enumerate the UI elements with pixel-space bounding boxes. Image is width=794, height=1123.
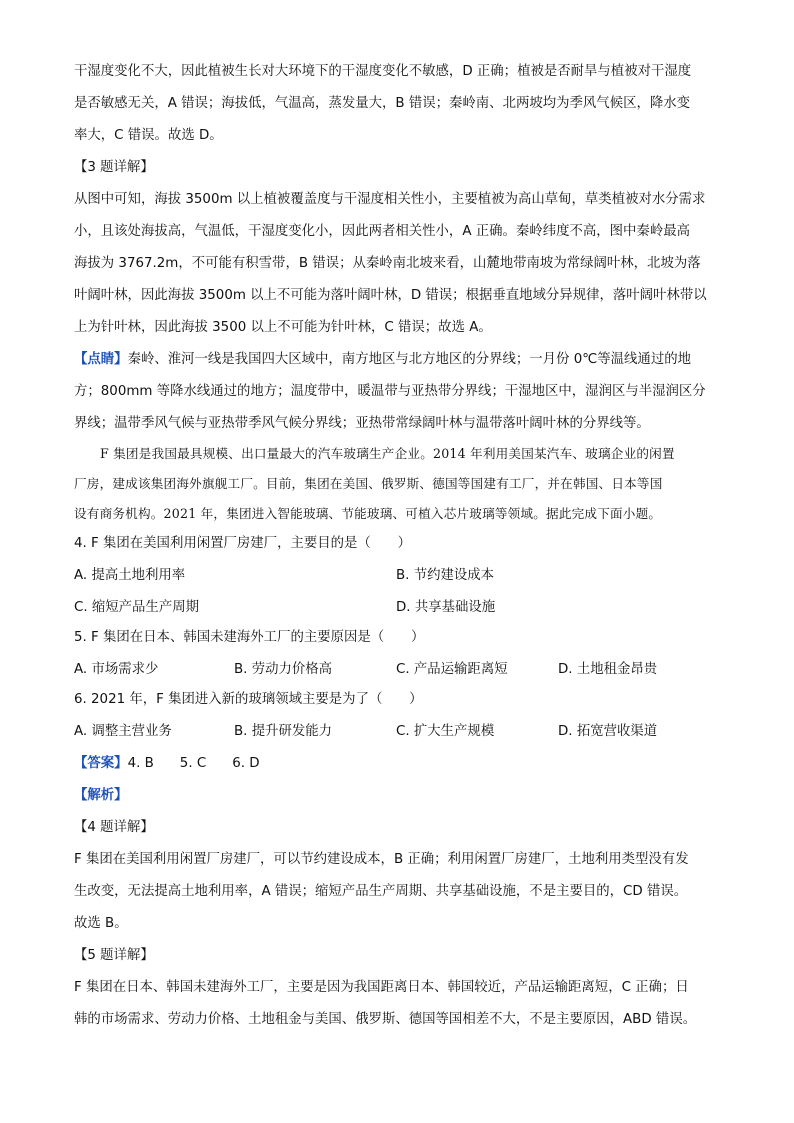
q5-option-b: B. 劳动力价格高: [234, 662, 333, 677]
q5-option-a: A. 市场需求少: [74, 662, 159, 677]
question-5: 5. F 集团在日本、韩国未建海外工厂的主要原因是（ ）: [74, 630, 425, 645]
text-line: 韩的市场需求、劳动力价格、土地租金与美国、俄罗斯、德国等国相差不大，不是主要原因，ABD 错误。: [74, 1012, 697, 1027]
passage-line: 设有商务机构。2021 年，集团进入智能玻璃、节能玻璃、可植入芯片玻璃等领域。据此完成下面小题。: [74, 506, 662, 521]
q5-option-d: D. 土地租金昂贵: [558, 662, 658, 677]
q4-option-a: A. 提高土地利用率: [74, 568, 186, 583]
q4-option-c: C. 缩短产品生产周期: [74, 600, 199, 615]
section-heading-5: 【5 题详解】: [74, 948, 154, 963]
text-line: 小，且该处海拔高，气温低，干湿度变化小，因此两者相关性小，A 正确。秦岭纬度不高，图中秦岭最高: [74, 224, 690, 239]
text-line: 海拔为 3767.2m，不可能有积雪带，B 错误；从秦岭南北坡来看，山麓地带南坡为常绿阔叶林，北坡为落: [74, 256, 701, 271]
text-line: 方；800mm 等降水线通过的地方；温度带中，暖温带与亚热带分界线；干湿地区中，湿润区与半湿润区分: [74, 384, 706, 399]
answer-4: 4. B: [127, 756, 154, 771]
q4-option-b: B. 节约建设成本: [396, 568, 495, 583]
passage-line: F 集团是我国最具规模、出口量最大的汽车玻璃生产企业。2014 年利用美国某汽车、玻璃企业的闲置: [100, 446, 675, 461]
text-line: F 集团在日本、韩国未建海外工厂，主要是因为我国距离日本、韩国较近，产品运输距离短，C 正确；日: [74, 980, 689, 995]
text-line: 干湿度变化不大，因此植被生长对大环境下的干湿度变化不敏感，D 正确；植被是否耐旱与植被对干湿度: [74, 64, 692, 79]
dianjing-line: [74, 350, 724, 370]
section-heading-4: 【4 题详解】: [74, 820, 154, 835]
q6-option-a: A. 调整主营业务: [74, 724, 172, 739]
answer-line: [74, 754, 724, 774]
answer-5: 5. C: [179, 756, 207, 771]
text-line: 界线；温带季风气候与亚热带季风气候分界线；亚热带常绿阔叶林与温带落叶阔叶林的分界线等。: [74, 416, 650, 431]
analysis-label: 【解析】: [74, 788, 128, 803]
q5-option-c: C. 产品运输距离短: [396, 662, 508, 677]
q6-option-b: B. 提升研发能力: [234, 724, 333, 739]
text-line: 上为针叶林，因此海拔 3500 以上不可能为针叶林，C 错误；故选 A。: [74, 320, 492, 335]
q6-option-c: C. 扩大生产规模: [396, 724, 495, 739]
text-line: 故选 B。: [74, 916, 128, 931]
section-heading-3: 【3 题详解】: [74, 160, 154, 175]
question-4: 4. F 集团在美国利用闲置厂房建厂，主要目的是（ ）: [74, 536, 411, 551]
q6-option-d: D. 拓宽营收渠道: [558, 724, 658, 739]
text-line: 叶阔叶林，因此海拔 3500m 以上不可能为落叶阔叶林，D 错误；根据垂直地域分异规律，落叶阔叶林带以: [74, 288, 707, 303]
text-line: 生改变，无法提高土地利用率，A 错误；缩短产品生产周期、共享基础设施，不是主要目的，CD 错误。: [74, 884, 688, 899]
dianjing-label: 【点睛】: [74, 352, 128, 367]
q4-option-d: D. 共享基础设施: [396, 600, 496, 615]
passage-line: 厂房，建成该集团海外旗舰工厂。目前，集团在美国、俄罗斯、德国等国建有工厂，并在韩国、日本等国: [74, 476, 663, 491]
text-line: 率大，C 错误。故选 D。: [74, 128, 223, 143]
question-6: 6. 2021 年，F 集团进入新的玻璃领域主要是为了（ ）: [74, 692, 423, 707]
analysis-heading: [74, 786, 724, 806]
text-line: 是否敏感无关，A 错误；海拔低，气温高，蒸发量大，B 错误；秦岭南、北两坡均为季风气候区，降水变: [74, 96, 691, 111]
text-line: 从图中可知，海拔 3500m 以上植被覆盖度与干湿度相关性小，主要植被为高山草甸，草类植被对水分需求: [74, 192, 706, 207]
text-line: F 集团在美国利用闲置厂房建厂，可以节约建设成本，B 正确；利用闲置厂房建厂，土地利用类型没有发: [74, 852, 689, 867]
answer-6: 6. D: [232, 756, 260, 771]
answer-label: 【答案】: [74, 756, 128, 771]
dianjing-text: 秦岭、淮河一线是我国四大区域中，南方地区与北方地区的分界线；一月份 0℃等温线通过的地: [127, 352, 691, 367]
